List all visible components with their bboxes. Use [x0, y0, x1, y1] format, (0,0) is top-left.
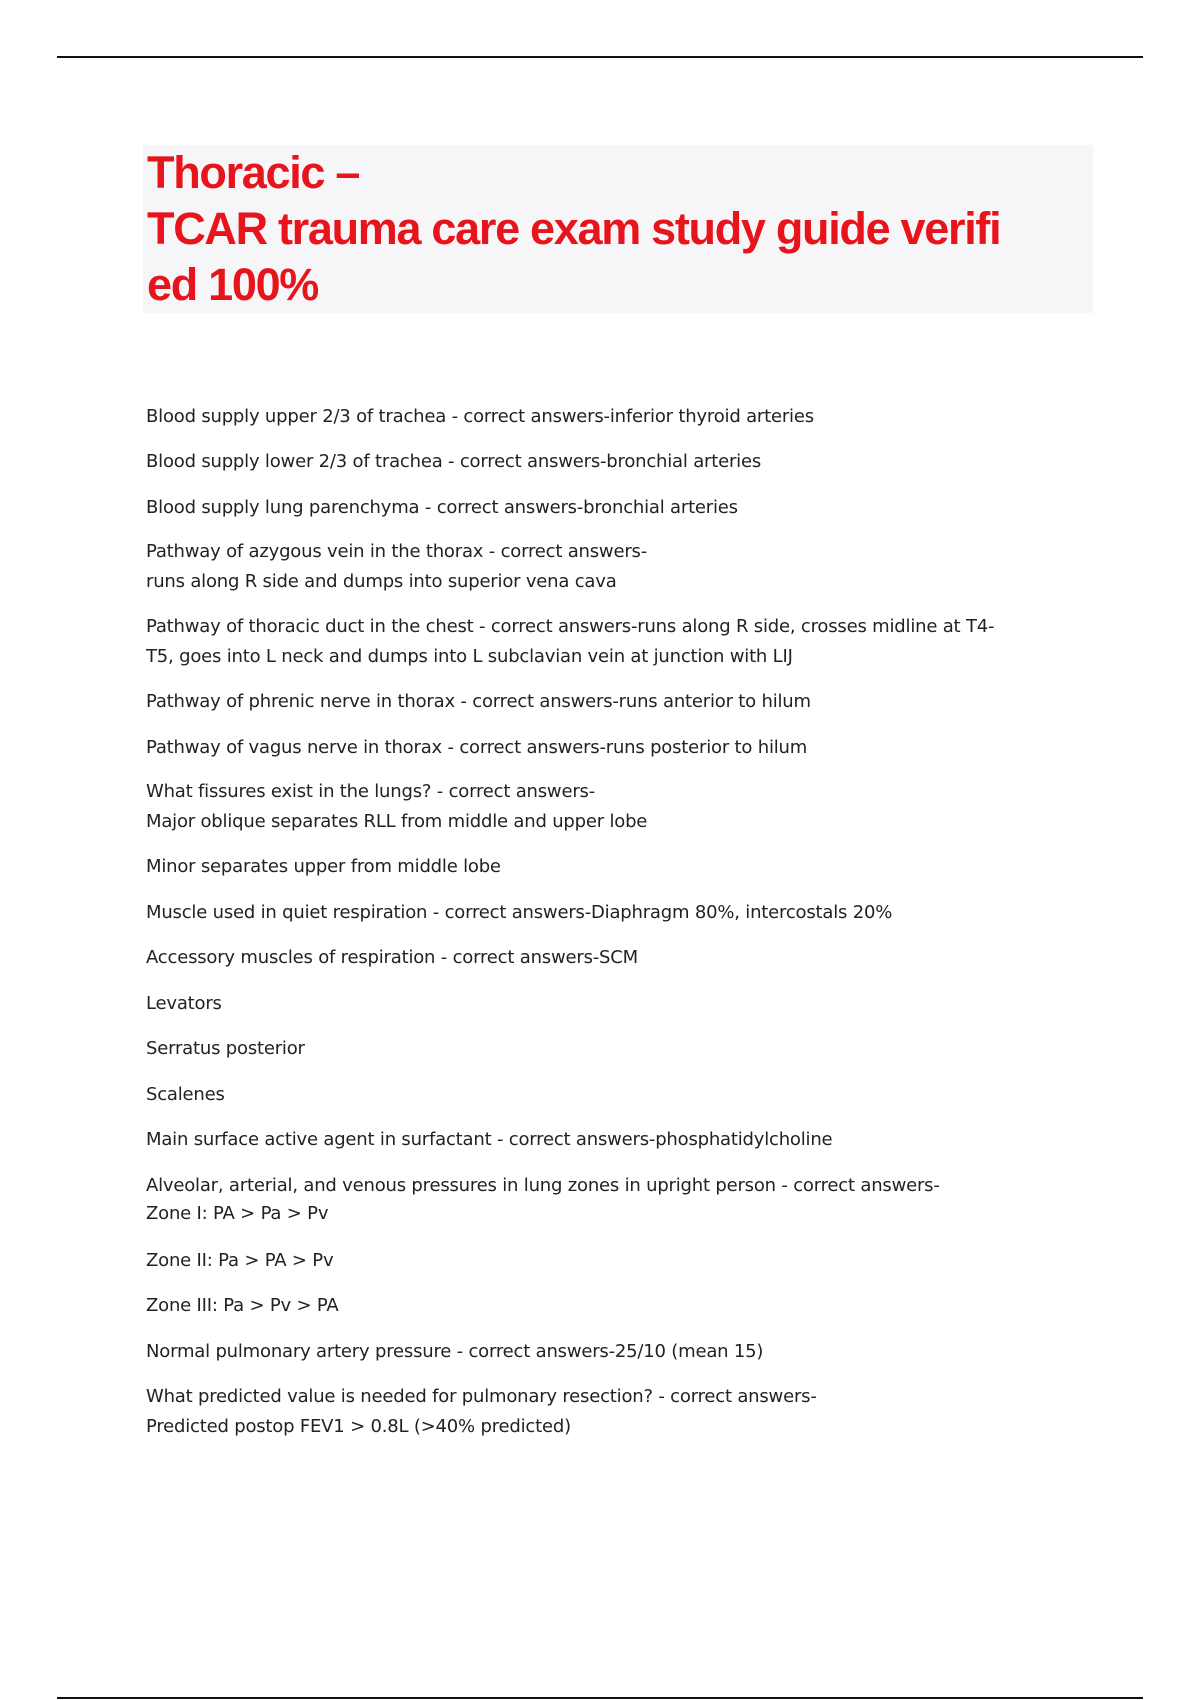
- text-line: Pathway of azygous vein in the thorax - correct answers-: [146, 541, 648, 562]
- text-line: Pathway of thoracic duct in the chest - correct answers-runs along R side, crosses midline at T4-: [146, 616, 995, 637]
- title-line-3: ed 100%: [147, 259, 319, 310]
- text-line: Pathway of phrenic nerve in thorax - correct answers-runs anterior to hilum: [146, 691, 811, 712]
- text-line: T5, goes into L neck and dumps into L subclavian vein at junction with LIJ: [146, 646, 793, 667]
- text-line: Levators: [146, 993, 222, 1014]
- bottom-rule: [57, 1697, 1143, 1699]
- text-line: Minor separates upper from middle lobe: [146, 856, 501, 877]
- text-line: Pathway of vagus nerve in thorax - correct answers-runs posterior to hilum: [146, 737, 808, 758]
- text-line: Accessory muscles of respiration - correct answers-SCM: [146, 947, 638, 968]
- text-line: Normal pulmonary artery pressure - correct answers-25/10 (mean 15): [146, 1341, 764, 1362]
- text-line: Alveolar, arterial, and venous pressures in lung zones in upright person - correct answers-: [146, 1175, 940, 1196]
- text-line: What predicted value is needed for pulmonary resection? - correct answers-: [146, 1386, 817, 1407]
- text-line: Serratus posterior: [146, 1038, 305, 1059]
- text-line: Main surface active agent in surfactant - correct answers-phosphatidylcholine: [146, 1129, 833, 1150]
- text-line: Zone I: PA > Pa > Pv: [146, 1203, 329, 1224]
- title-line-1: Thoracic –: [147, 147, 360, 198]
- text-line: Zone III: Pa > Pv > PA: [146, 1295, 339, 1316]
- text-line: What fissures exist in the lungs? - correct answers-: [146, 781, 596, 802]
- text-line: Blood supply lung parenchyma - correct answers-bronchial arteries: [146, 497, 738, 518]
- top-rule: [57, 56, 1143, 58]
- text-line: runs along R side and dumps into superior vena cava: [146, 571, 617, 592]
- text-line: Blood supply upper 2/3 of trachea - correct answers-inferior thyroid arteries: [146, 406, 814, 427]
- text-line: Blood supply lower 2/3 of trachea - correct answers-bronchial arteries: [146, 451, 762, 472]
- text-line: Zone II: Pa > PA > Pv: [146, 1250, 334, 1271]
- title-block: [143, 145, 1093, 313]
- text-line: Scalenes: [146, 1084, 225, 1105]
- text-line: Muscle used in quiet respiration - correct answers-Diaphragm 80%, intercostals 20%: [146, 902, 893, 923]
- title-line-2: TCAR trauma care exam study guide verifi: [147, 203, 1001, 254]
- text-line: Predicted postop FEV1 > 0.8L (>40% predicted): [146, 1416, 571, 1437]
- text-line: Major oblique separates RLL from middle and upper lobe: [146, 811, 648, 832]
